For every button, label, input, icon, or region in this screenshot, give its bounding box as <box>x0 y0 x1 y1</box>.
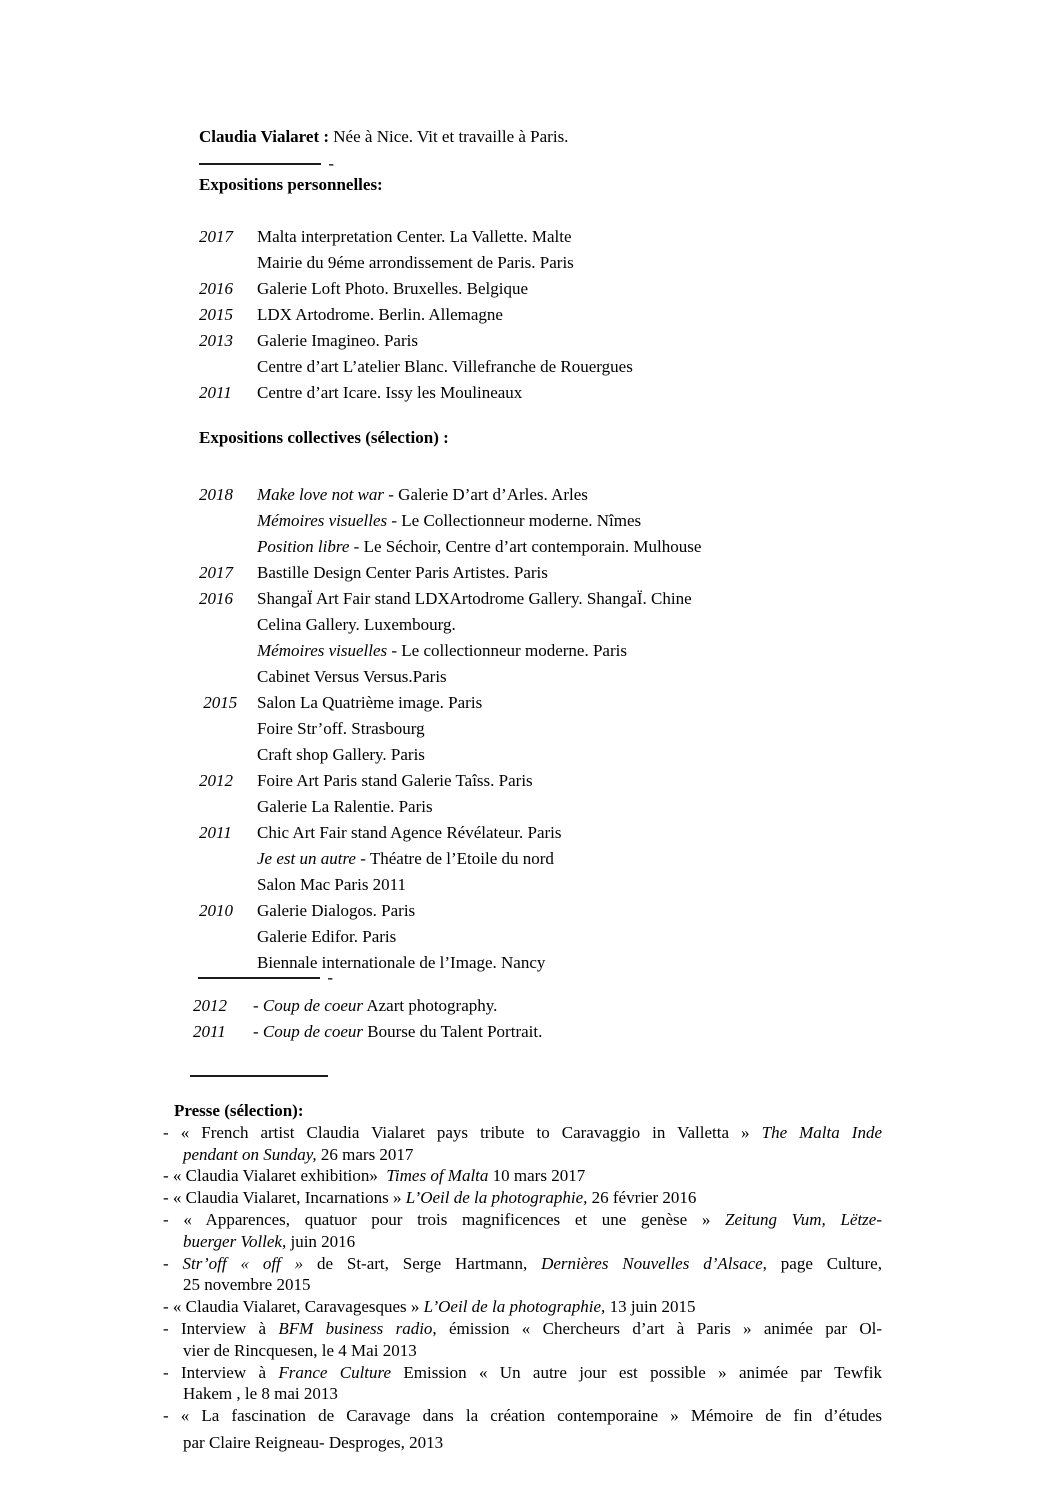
artist-bio: Née à Nice. Vit et travaille à Paris. <box>329 127 569 146</box>
entry-text <box>257 898 1058 924</box>
text-segment: Emission « Un autre jour est possible » animée par Tewfik <box>391 1362 883 1382</box>
press-line <box>163 1165 882 1187</box>
exhibition-row <box>199 586 1058 612</box>
text-segment: , émission « Chercheurs d’art à Paris » animée par Ol- <box>432 1318 882 1338</box>
text-segment: ShangaÏ Art Fair stand LDXArtodrome Gallery. ShangaÏ. Chine <box>257 589 692 608</box>
entry-text <box>257 328 1058 354</box>
press-line <box>163 1318 882 1340</box>
text-segment: - Galerie D’art d’Arles. Arles <box>384 485 588 504</box>
entry-text <box>257 742 1058 768</box>
press-item <box>163 1296 882 1318</box>
text-segment: Bourse du Talent Portrait. <box>363 1022 543 1041</box>
text-segment: Galerie La Ralentie. Paris <box>257 797 433 816</box>
exhibition-row <box>199 716 1058 742</box>
entry-text <box>253 1019 1058 1045</box>
text-segment: Galerie Loft Photo. Bruxelles. Belgique <box>257 279 528 298</box>
exhibition-row <box>199 664 1058 690</box>
text-segment: de St-art, Serge Hartmann, <box>303 1253 542 1273</box>
text-segment: Mémoires visuelles <box>257 641 388 660</box>
press-line <box>163 1231 882 1253</box>
solo-exhibitions-list <box>199 224 1058 406</box>
year-label <box>199 354 257 380</box>
exhibition-row <box>199 924 1058 950</box>
text-segment: - Interview à <box>163 1318 279 1338</box>
text-segment: Times of Malta <box>386 1166 489 1186</box>
text-segment: - « French artist Claudia Vialaret pays tribute to Caravaggio in Valletta » <box>163 1122 762 1142</box>
text-segment: LDX Artodrome. Berlin. Allemagne <box>257 305 503 324</box>
text-segment: - Le Collectionneur moderne. Nîmes <box>387 511 642 530</box>
press-list <box>163 1122 882 1454</box>
year-label <box>199 508 257 534</box>
year-label: 2015 <box>199 693 238 712</box>
year-label <box>199 742 257 768</box>
separator-dash: - <box>328 154 334 173</box>
text-segment: - <box>253 1022 263 1041</box>
text-segment: - « La fascination de Caravage dans la création contemporaine » Mémoire de fin d’études <box>163 1406 882 1426</box>
group-exhibitions-list <box>199 482 1058 976</box>
entry-text <box>257 508 1058 534</box>
text-segment: Salon La Quatrième image. Paris <box>257 693 483 712</box>
text-segment: Malta interpretation Center. La Vallette. Malte <box>257 227 572 246</box>
text-segment: vier de Rincquesen, le 4 Mai 2013 <box>183 1340 417 1360</box>
press-item <box>163 1209 882 1253</box>
exhibition-row <box>199 482 1058 508</box>
exhibition-row <box>199 560 1058 586</box>
press-line <box>163 1383 882 1405</box>
exhibition-row <box>199 354 1058 380</box>
awards-list <box>193 993 1058 1045</box>
press-section <box>163 1100 882 1454</box>
entry-text <box>257 250 1058 276</box>
text-segment: - Le collectionneur moderne. Paris <box>387 641 627 660</box>
text-segment: Foire Art Paris stand Galerie Taîss. Paris <box>257 771 533 790</box>
entry-text <box>257 950 1058 976</box>
press-item <box>163 1362 882 1406</box>
press-line <box>163 1122 882 1144</box>
year-label: 2017 <box>199 227 233 246</box>
year-label: 2011 <box>199 383 232 402</box>
exhibition-row <box>199 872 1058 898</box>
text-segment: Cabinet Versus Versus.Paris <box>257 667 447 686</box>
exhibition-row <box>199 898 1058 924</box>
award-row <box>193 1019 1058 1045</box>
year-label <box>199 664 257 690</box>
entry-text <box>257 586 1058 612</box>
year-label: 2013 <box>199 331 233 350</box>
year-label <box>199 950 257 976</box>
separator-line <box>199 154 334 173</box>
text-segment: Azart photography. <box>363 996 498 1015</box>
exhibition-row <box>199 612 1058 638</box>
text-segment: 10 mars 2017 <box>488 1166 586 1186</box>
text-segment: Bastille Design Center Paris Artistes. Paris <box>257 563 548 582</box>
text-segment: - Théatre de l’Etoile du nord <box>355 849 554 868</box>
text-segment: Coup de coeur <box>262 1022 364 1041</box>
exhibition-row <box>199 276 1058 302</box>
separator-line <box>190 1075 328 1077</box>
year-label <box>199 794 257 820</box>
press-line <box>163 1432 882 1454</box>
exhibition-row <box>199 742 1058 768</box>
text-segment: Str’off « off » <box>182 1253 304 1273</box>
press-line <box>163 1187 882 1209</box>
text-segment: Celina Gallery. Luxembourg. <box>257 615 456 634</box>
entry-text <box>257 690 1058 716</box>
text-segment: 13 juin 2015 <box>605 1297 696 1317</box>
press-line <box>163 1253 882 1275</box>
entry-text <box>257 612 1058 638</box>
text-segment: Position libre <box>257 537 350 556</box>
text-segment: pendant on Sunday, <box>183 1144 317 1164</box>
entry-text <box>257 302 1058 328</box>
text-segment: BFM business radio <box>278 1318 433 1338</box>
entry-text <box>257 664 1058 690</box>
text-segment: Make love not war <box>257 485 384 504</box>
text-segment: L’Oeil de la photographie, <box>405 1188 588 1208</box>
exhibition-row <box>199 380 1058 406</box>
text-segment: - Interview à <box>163 1362 279 1382</box>
year-label: 2011 <box>199 823 232 842</box>
press-item <box>163 1405 882 1454</box>
exhibition-row <box>199 250 1058 276</box>
exhibition-row <box>199 302 1058 328</box>
text-segment: Zeitung Vum, Lëtze- <box>725 1209 882 1229</box>
year-label: 2015 <box>199 305 233 324</box>
press-line <box>163 1209 882 1231</box>
text-segment: par Claire Reigneau- Desproges, 2013 <box>183 1432 444 1452</box>
entry-text <box>257 354 1058 380</box>
press-line <box>163 1340 882 1362</box>
text-segment: Centre d’art Icare. Issy les Moulineaux <box>257 383 523 402</box>
text-segment: The Malta Inde <box>761 1122 882 1142</box>
press-line <box>163 1144 882 1166</box>
entry-text <box>257 924 1058 950</box>
text-segment: - « Claudia Vialaret exhibition» <box>163 1166 387 1186</box>
entry-text <box>257 794 1058 820</box>
year-label: 2018 <box>199 485 233 504</box>
year-label <box>199 872 257 898</box>
separator-line <box>198 968 333 987</box>
award-row <box>193 993 1058 1019</box>
press-line <box>163 1296 882 1318</box>
text-segment: - <box>253 996 263 1015</box>
text-segment: Salon Mac Paris 2011 <box>257 875 407 894</box>
text-segment: Galerie Dialogos. Paris <box>257 901 416 920</box>
text-segment: juin 2016 <box>286 1231 356 1251</box>
year-label <box>199 612 257 638</box>
press-item <box>163 1318 882 1362</box>
entry-text <box>257 482 1058 508</box>
exhibition-row <box>199 508 1058 534</box>
entry-text <box>257 872 1058 898</box>
press-line <box>163 1405 882 1427</box>
section-title-solo-exhibitions: Expositions personnelles: <box>199 175 383 194</box>
entry-text <box>257 768 1058 794</box>
section-title-group-exhibitions: Expositions collectives (sélection) : <box>199 428 449 447</box>
text-segment: - « Apparences, quatuor pour trois magnificences et une genèse » <box>163 1209 726 1229</box>
text-segment: 26 mars 2017 <box>316 1144 414 1164</box>
text-segment: Hakem , le 8 mai 2013 <box>183 1384 338 1404</box>
exhibition-row <box>199 794 1058 820</box>
press-item <box>163 1187 882 1209</box>
press-item <box>163 1165 882 1187</box>
year-label: 2016 <box>199 589 233 608</box>
text-segment: Foire Str’off. Strasbourg <box>257 719 425 738</box>
exhibition-row <box>199 820 1058 846</box>
text-segment: Je est un autre <box>257 849 356 868</box>
text-segment: Craft shop Gallery. Paris <box>257 745 425 764</box>
text-segment: 25 novembre 2015 <box>183 1275 311 1295</box>
text-segment: - <box>163 1253 183 1273</box>
text-segment: - « Claudia Vialaret, Caravagesques » <box>163 1297 424 1317</box>
year-label: 2011 <box>193 1022 226 1041</box>
text-segment: - Le Séchoir, Centre d’art contemporain. Mulhouse <box>349 537 702 556</box>
text-segment: Mémoires visuelles <box>257 511 388 530</box>
text-segment: Coup de coeur <box>262 996 364 1015</box>
year-label <box>199 846 257 872</box>
separator-dash: - <box>327 968 333 987</box>
exhibition-row <box>199 768 1058 794</box>
text-segment: Chic Art Fair stand Agence Révélateur. Paris <box>257 823 562 842</box>
entry-text <box>257 380 1058 406</box>
year-label: 2012 <box>199 771 233 790</box>
exhibition-row <box>199 534 1058 560</box>
entry-text <box>257 716 1058 742</box>
text-segment: Dernières Nouvelles d’Alsace <box>541 1253 763 1273</box>
entry-text <box>257 638 1058 664</box>
year-label <box>199 534 257 560</box>
section-title-press: Presse (sélection): <box>174 1101 304 1120</box>
text-segment: - « Claudia Vialaret, Incarnations » <box>163 1188 406 1208</box>
exhibition-row <box>199 638 1058 664</box>
entry-text <box>257 276 1058 302</box>
text-segment: 26 février 2016 <box>587 1188 697 1208</box>
year-label <box>199 250 257 276</box>
year-label: 2016 <box>199 279 233 298</box>
entry-text <box>257 224 1058 250</box>
press-item <box>163 1122 882 1166</box>
entry-text <box>257 560 1058 586</box>
text-segment: , page Culture, <box>762 1253 882 1273</box>
text-segment: Galerie Edifor. Paris <box>257 927 397 946</box>
text-segment: Biennale internationale de l’Image. Nancy <box>257 953 546 972</box>
artist-header <box>199 124 1058 150</box>
year-label <box>199 924 257 950</box>
press-line <box>163 1274 882 1296</box>
year-label <box>199 638 257 664</box>
exhibition-row <box>199 328 1058 354</box>
text-segment: Mairie du 9éme arrondissement de Paris. Paris <box>257 253 574 272</box>
entry-text <box>257 820 1058 846</box>
exhibition-row <box>199 690 1058 716</box>
year-label: 2012 <box>193 996 227 1015</box>
exhibition-row <box>199 846 1058 872</box>
year-label <box>199 716 257 742</box>
year-label: 2017 <box>199 563 233 582</box>
artist-name: Claudia Vialaret : <box>199 127 330 146</box>
entry-text <box>257 534 1058 560</box>
text-segment: Centre d’art L’atelier Blanc. Villefranche de Rouergues <box>257 357 633 376</box>
text-segment: Galerie Imagineo. Paris <box>257 331 418 350</box>
text-segment: L’Oeil de la photographie, <box>423 1297 606 1317</box>
exhibition-row <box>199 224 1058 250</box>
year-label: 2010 <box>199 901 233 920</box>
press-item <box>163 1253 882 1297</box>
text-segment: buerger Vollek, <box>183 1231 287 1251</box>
press-line <box>163 1362 882 1384</box>
text-segment: France Culture <box>278 1362 392 1382</box>
entry-text <box>253 993 1058 1019</box>
entry-text <box>257 846 1058 872</box>
